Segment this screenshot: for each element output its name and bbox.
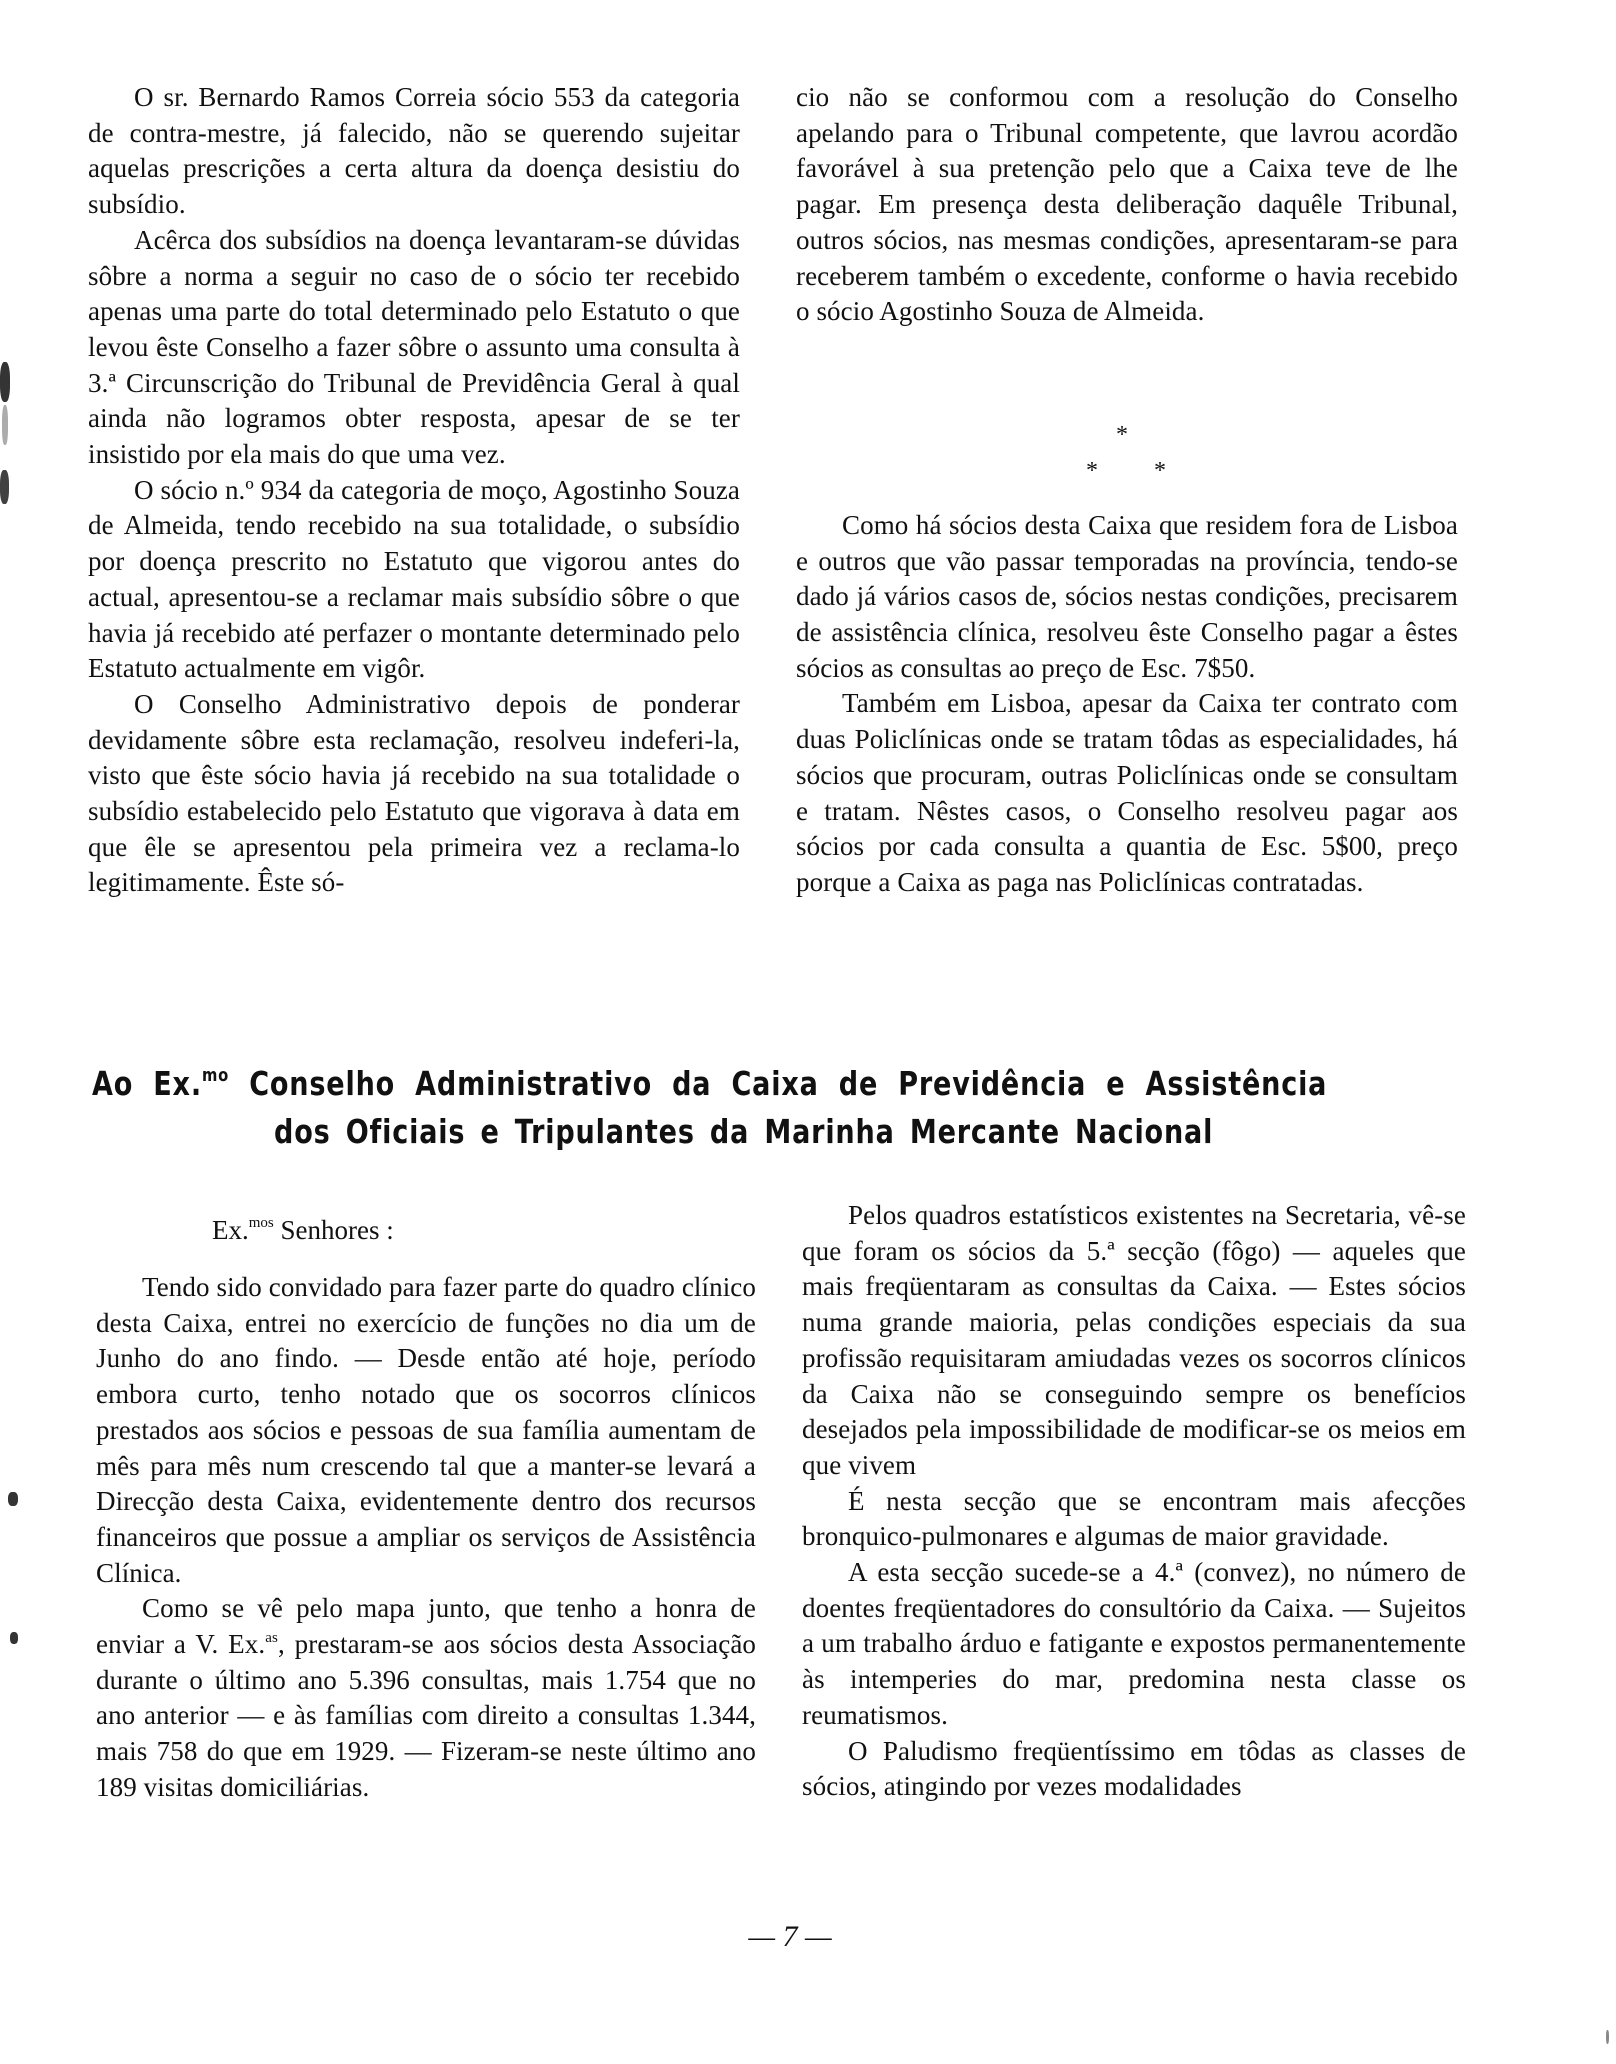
asterisk: * — [1116, 422, 1128, 448]
paragraph: Como se vê pelo mapa junto, que tenho a honra de enviar a V. Ex.$^{as}$, prestaram-se aos sócios desta Associação durante o último ano 5.396 consultas, mais 1.754 que no ano anterior — e às famílias com direito a consultas 1.344, mais 758 do que em 1929. — Fizeram-se neste último ano 189 visitas domiciliárias. — [96, 1593, 757, 1802]
heading-line-1: Ao Ex.$^{mo}$ Conselho Administrativo da Caixa de Previdência e Assistência — [92, 1064, 1328, 1103]
asterisk: * — [1154, 458, 1166, 484]
paragraph: Tendo sido convidado para fazer parte do quadro clínico desta Caixa, entrei no exercício de funções no dia um de Junho do ano findo. — Desde então até hoje, período embora curto, tenho notado que os socorros clínicos prestados aos sócios e pessoas de sua família aumentam de mês para mês num crescendo tal que a manter-se levará a Direcção desta Caixa, evidentemente dentro dos recursos financeiros que possue a ampliar os serviços de Assistência Clínica. — [96, 1272, 756, 1588]
paragraph: O sócio n.º 934 da categoria de moço, Agostinho Souza de Almeida, tendo recebido na sua totalidade, o subsídio por doença prescrito no Estatuto que vigorou antes do actual, apresentou-se a reclamar mais subsídio sôbre o que havia já recebido até perfazer o montante determinado pelo Estatuto actualmente em vigôr. — [88, 474, 740, 684]
bottom-left-column — [96, 1270, 756, 1806]
section-heading — [92, 1052, 1328, 1156]
scan-artifact — [1606, 2030, 1609, 2044]
paragraph: Acêrca dos subsídios na doença levantaram-se dúvidas sôbre a norma a seguir no caso de o sócio ter recebido apenas uma parte do total determinado pelo Estatuto o que levou êste Conselho a fazer sôbre o assunto uma consulta à 3.ª Circunscrição do Tribunal de Previdência Geral à qual ainda não logramos obter resposta, apesar de se ter insistido por ela mais do que uma vez. — [88, 224, 740, 470]
paragraph: O sr. Bernardo Ramos Correia sócio 553 da categoria de contra-mestre, já falecido, não se querendo sujeitar aquelas prescrições a certa altura da doença desistiu do subsídio. — [88, 82, 740, 220]
heading-line-2: dos Oficiais e Tripulantes da Marinha Mercante Nacional — [274, 1112, 1214, 1151]
paragraph: A esta secção sucede-se a 4.ª (convez), no número de doentes freqüentadores do consultório da Caixa. — Sujeitos a um trabalho árduo e fatigante e expostos permanentemente às intemperies do mar, predomina nesta classe os reumatismos. — [802, 1557, 1466, 1730]
paragraph: O Paludismo freqüentíssimo em tôdas as classes de sócios, atingindo por vezes modalidades — [802, 1735, 1466, 1802]
top-right-column — [796, 80, 1458, 901]
scan-artifact — [2, 405, 8, 445]
asterisk: * — [1086, 458, 1098, 484]
salutation: Ex.$^{mos}$ Senhores : — [212, 1215, 394, 1245]
asterism-separator — [1060, 410, 1180, 490]
scan-artifact — [8, 1492, 18, 1506]
scan-artifact — [0, 362, 10, 402]
top-left-column — [88, 80, 740, 901]
page-number: — 7 — — [748, 1920, 832, 1953]
scan-artifact — [0, 470, 9, 504]
paragraph: Como há sócios desta Caixa que residem fora de Lisboa e outros que vão passar temporadas na província, tendo-se dado já vários casos de, sócios nestas condições, precisarem de assistência clínica, resolveu êste Conselho pagar a êstes sócios as consultas ao preço de Esc. 7$50. — [796, 509, 1458, 683]
bottom-right-column — [802, 1198, 1466, 1805]
paragraph: Pelos quadros estatísticos existentes na Secretaria, vê-se que foram os sócios da 5.ª secção (fôgo) — aqueles que mais freqüentaram as consultas da Caixa. — Estes sócios numa grande maioria, pelas condições especiais da sua profissão requisitaram amiudadas vezes os socorros clínicos da Caixa não se conseguindo sempre os benefícios desejados pela impossibilidade de modificar-se os meios em que vivem — [802, 1200, 1466, 1480]
scan-artifact — [10, 1632, 18, 1644]
paragraph: Também em Lisboa, apesar da Caixa ter contrato com duas Policlínicas onde se tratam tôdas as especialidades, há sócios que procuram, outras Policlínicas onde se consultam e tratam. Nêstes casos, o Conselho resolveu pagar aos sócios por cada consulta a quantia de Esc. 5$00, preço porque a Caixa as paga nas Policlínicas contratadas. — [796, 688, 1458, 897]
paragraph: O Conselho Administrativo depois de ponderar devidamente sôbre esta reclamação, resolveu indeferi-la, visto que êste sócio havia já recebido na sua totalidade o subsídio estabelecido pelo Estatuto que vigorava à data em que êle se apresentou pela primeira vez a reclama-lo legitimamente. Êste só- — [88, 688, 740, 898]
paragraph: É nesta secção que se encontram mais afecções bronquico-pulmonares e algumas de maior gravidade. — [802, 1485, 1466, 1552]
paragraph-continuation: cio não se conformou com a resolução do Conselho apelando para o Tribunal competente, que lavrou acordão favorável à sua pretenção pelo que a Caixa teve de lhe pagar. Em presença desta deliberação daquêle Tribunal, outros sócios, nas mesmas condições, apresentaram-se para receberem também o excedente, conforme o havia recebido o sócio Agostinho Souza de Almeida. — [796, 82, 1458, 327]
